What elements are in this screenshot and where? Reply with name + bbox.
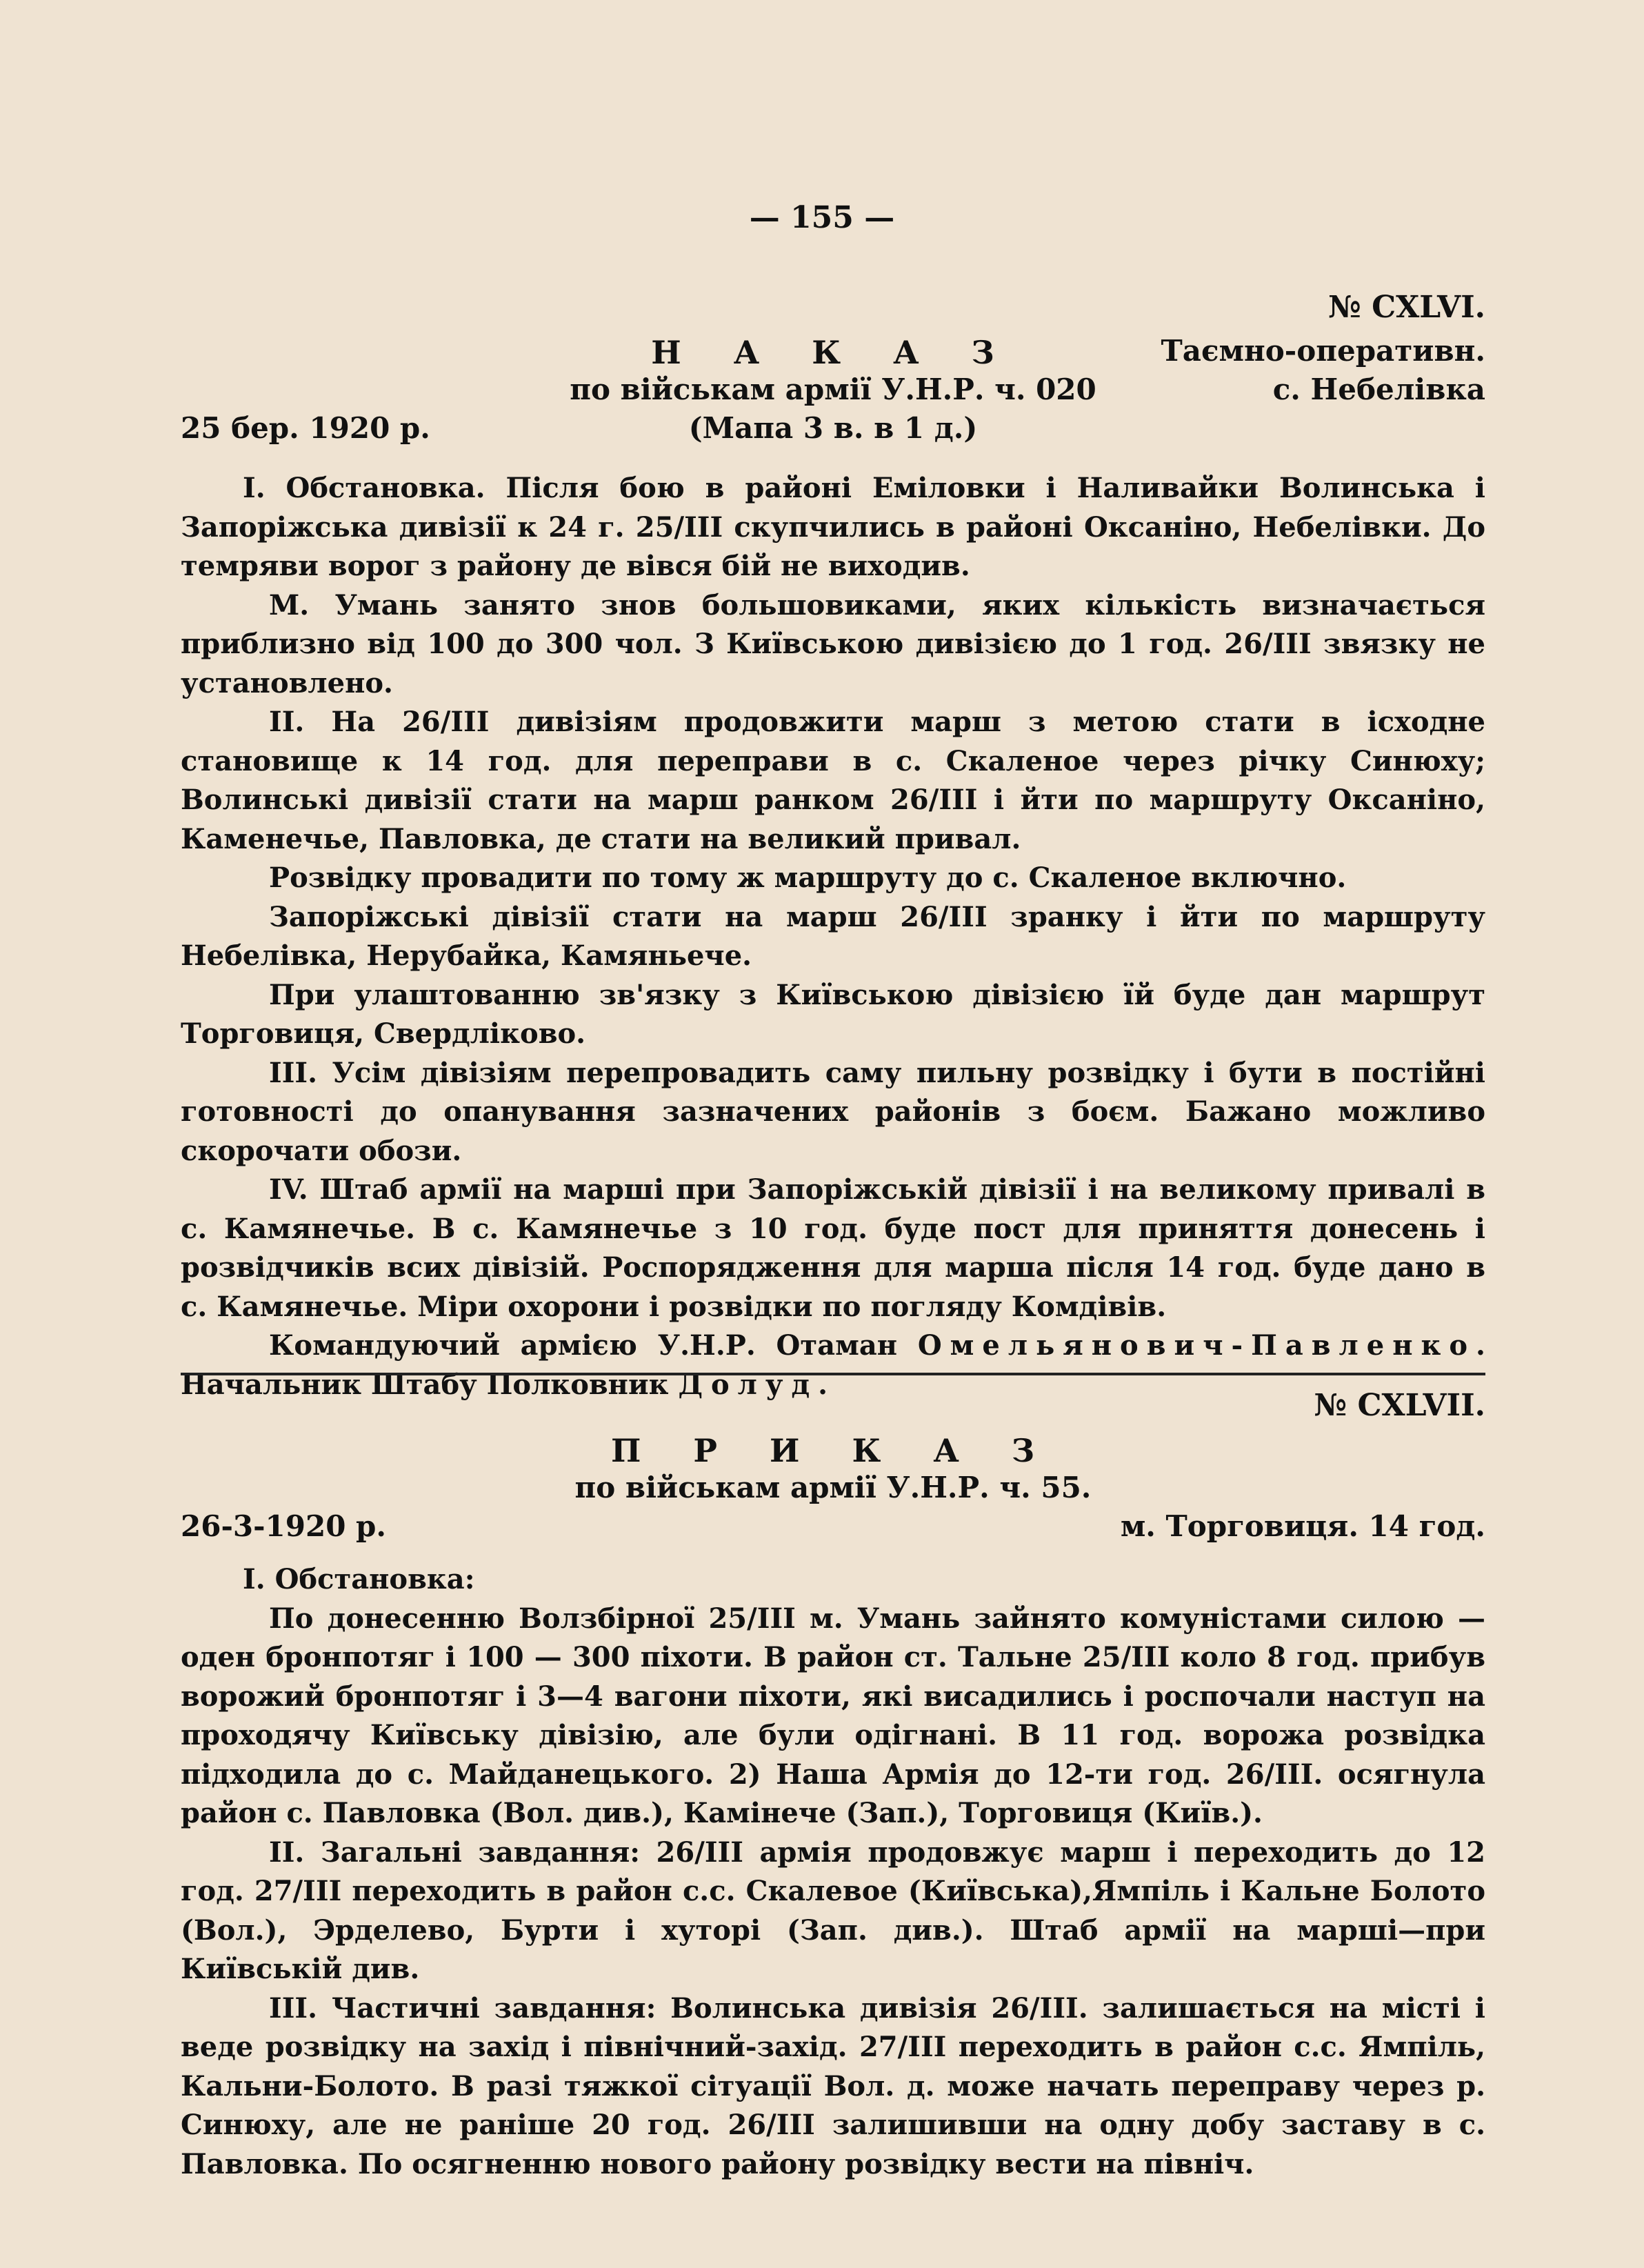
order-body <box>181 469 1485 1404</box>
paragraph: Розвідку провадити по тому ж маршруту до с. Скаленое включно. <box>269 862 1347 894</box>
divider <box>181 1373 1485 1375</box>
order-subtitle: по військам армії У.Н.Р. ч. 55. <box>574 1471 1092 1504</box>
order-subtitle: по військам армії У.Н.Р. ч. 020 <box>570 372 1096 406</box>
order-cxlvi <box>181 290 1485 1404</box>
order-title: П Р И К А З <box>610 1432 1056 1469</box>
chief-name: Долуд <box>678 1368 819 1401</box>
order-date: 25 бер. 1920 р. <box>181 411 430 445</box>
order-title: Н А К А З <box>651 334 1015 371</box>
order-body <box>181 1560 1485 2184</box>
paragraph: По донесенню Волзбірної 25/III м. Умань зайнято комуністами силою — оден бронпотяг і 100 — 300 піхоти. В район ст. Тальне 25/III коло 8 год. прибув ворожий бронпотяг і 3—4 вагони піхоти, які висадились і роспочали наступ на проходячу Київську дівізію, але були одігнані. В 11 год. ворожа розвідка підходила до с. Майданецького. 2) Наша Армія до 12-ти год. 26/III. осягнула район с. Павловка (Вол. див.), Камінече (Зап.), Торговиця (Київ.). <box>181 1602 1485 1829</box>
map-reference: (Мапа 3 в. в 1 д.) <box>688 411 978 445</box>
order-place: с. Небелівка <box>1272 372 1485 406</box>
paragraph: IV. Штаб армії на марші при Запоріжській дівізії і на великому привалі в с. Камянечье. В с. Камянечье з 10 год. буде пост для приняття донесень і розвідчиків всих дівізій. Роспорядження для марша після 14 год. буде дано в с. Камянечье. Міри охорони і розвідки по погляду Комдівів. <box>181 1173 1485 1323</box>
classification: Таємно-оперативн. <box>1161 334 1485 368</box>
paragraph: III. Усім дівізіям перепровадить саму пильну розвідку і бути в постійні готовності до опанування зазначених районів з боєм. Бажано можливо скорочати обози. <box>181 1056 1485 1167</box>
order-number: № CXLVII. <box>1314 1388 1485 1423</box>
paragraph: II. Загальні завдання: 26/III армія продовжує марш і переходить до 12 год. 27/III переходить в район с.с. Скалевое (Київська),Ямпіль і Кальне Болото (Вол.), Эрделево, Бурти і хуторі (Зап. див.). Штаб армії на марші—при Київській див. <box>181 1836 1485 1985</box>
signature: Командуючий армією У.Н.Р. Отаман Омельянович-Павленко. Начальник Штабу Полковник Долуд. <box>181 1329 1485 1401</box>
order-number: № CXLVI. <box>1327 290 1485 325</box>
order-cxlvii <box>181 1388 1485 2184</box>
order-date: 26-3-1920 р. <box>181 1509 387 1543</box>
page-number: — 155 — <box>749 200 895 235</box>
paragraph: II. На 26/III дивізіям продовжити марш з метою стати в ісходне становище к 14 год. для переправи в с. Скаленое через річку Синюху; Волинські дивізії стати на марш ранком 26/III і йти по маршруту Оксаніно, Каменечье, Павловка, де стати на великий привал. <box>181 706 1485 855</box>
paragraph: При улаштованню зв'язку з Київською дівізією їй буде дан маршрут Торговиця, Свердліково. <box>181 978 1485 1050</box>
section-heading: I. Обстановка: <box>243 1563 475 1595</box>
paragraph: М. Умань занято знов большовиками, яких кількість визначається приблизно від 100 до 300 чол. З Київською дивізією до 1 год. 26/III звязку не установлено. <box>181 588 1485 699</box>
paragraph: III. Частичні завдання: Волинська дивізія 26/III. залишається на місті і веде розвідку на захід і північний-захід. 27/III переходить в район с.с. Ямпіль, Кальни-Болото. В разі тяжкої сітуації Вол. д. може начать переправу через р. Синюху, але не раніше 20 год. 26/III залишивши на одну добу заставу в с. Павловка. По осягненню нового району розвідку вести на північ. <box>181 1991 1485 2180</box>
paragraph: Запоріжські дівізії стати на марш 26/III зранку і йти по маршруту Небелівка, Нерубайка, Камяньече. <box>181 900 1485 972</box>
commander-name: Омельянович-Павленко <box>917 1329 1476 1362</box>
paragraph: I. Обстановка. Після бою в районі Еміловки і Наливайки Волинська і Запоріжська дивізії к 24 г. 25/III скупчились в районі Оксаніно, Небелівки. До темряви ворог з району де вівся бій не виходив. <box>181 472 1485 582</box>
order-place-time: м. Торговиця. 14 год. <box>1120 1509 1485 1543</box>
